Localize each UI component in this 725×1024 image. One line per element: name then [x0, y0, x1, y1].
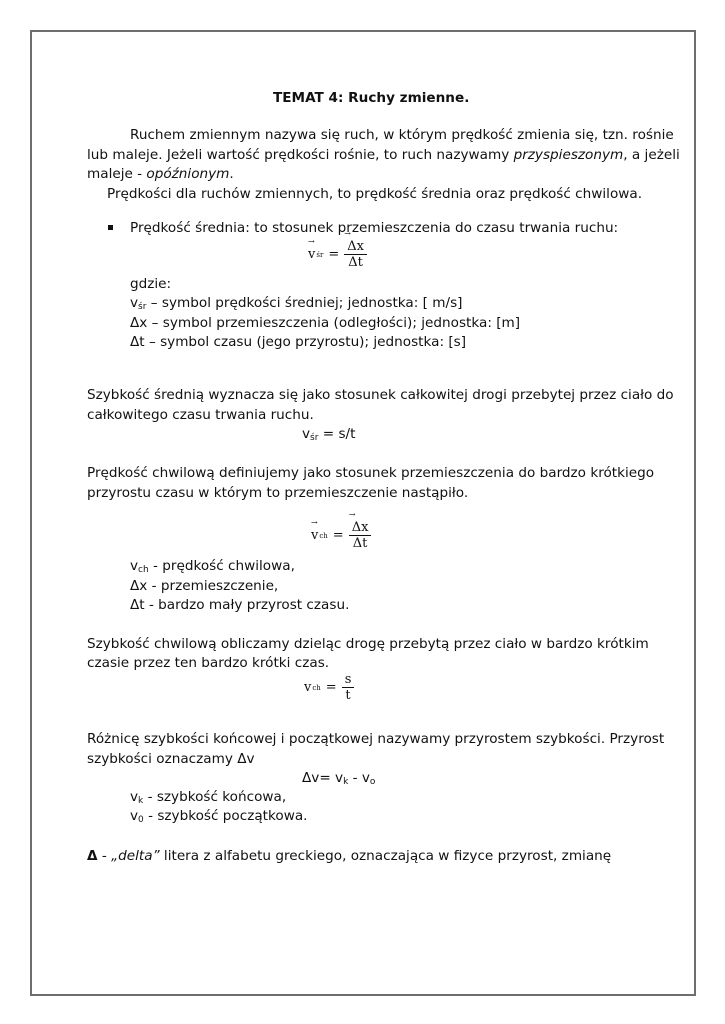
definition-text: - szybkość końcowa,	[143, 789, 287, 805]
intro-text: maleje -	[87, 166, 147, 182]
equals-sign: =	[325, 680, 337, 695]
symbol-subscript: 0	[138, 815, 144, 825]
delta-note-text: litera z alfabetu greckiego, oznaczająca w fizyce przyrost, zmianę	[159, 848, 612, 864]
page-title: TEMAT 4: Ruchy zmienne.	[273, 90, 470, 106]
intro-line-1: Ruchem zmiennym nazywa się ruch, w którym prędkość zmienia się, tzn. rośnie	[130, 127, 674, 143]
intro-emphasis: opóźnionym	[146, 166, 230, 182]
inst-velocity-line-2: przyrostu czasu w którym to przemieszczenie nastąpiło.	[87, 485, 469, 501]
symbol-subscript: śr	[310, 433, 319, 443]
avg-velocity-def-3: Δt – symbol czasu (jego przyrostu); jednostka: [s]	[130, 334, 467, 350]
speed-increase-formula	[302, 768, 375, 788]
avg-velocity-bullet-text: Prędkość średnia: to stosunek przemieszczenia do czasu trwania ruchu:	[130, 220, 619, 236]
formula-subscript: śr	[316, 250, 324, 259]
intro-text: lub maleje. Jeżeli wartość prędkości rośnie, to ruch nazywamy	[87, 147, 514, 163]
equals-sign: =	[328, 247, 340, 262]
symbol-v: v	[130, 808, 139, 824]
symbol-subscript: k	[138, 796, 144, 806]
inst-speed-formula	[304, 672, 354, 703]
fraction-denominator: Δt	[348, 255, 363, 270]
formula-subscript: ch	[319, 531, 328, 540]
symbol-v: v	[130, 789, 139, 805]
symbol-v: v	[302, 426, 311, 442]
formula-text: - v	[348, 770, 370, 786]
symbol-v: v	[130, 558, 139, 574]
avg-velocity-def-1	[130, 293, 462, 313]
intro-line-2	[87, 145, 680, 165]
symbol-subscript: k	[343, 777, 349, 787]
definition-text: - szybkość początkowa.	[143, 808, 308, 824]
fraction-denominator: Δt	[352, 536, 368, 551]
intro-emphasis: przyspieszonym	[513, 147, 624, 163]
avg-speed-formula	[302, 424, 355, 444]
avg-speed-line-2: całkowitego czasu trwania ruchu.	[87, 407, 314, 423]
avg-speed-line-1: Szybkość średnią wyznacza się jako stosunek całkowitej drogi przebytej przez ciało do	[87, 387, 674, 403]
speed-increase-def-2	[130, 806, 308, 826]
delta-symbol: Δ	[87, 848, 98, 864]
fraction	[342, 672, 355, 703]
inst-velocity-def-2: Δx - przemieszczenie,	[130, 578, 279, 594]
avg-velocity-formula	[308, 239, 367, 270]
intro-line-4: Prędkości dla ruchów zmiennych, to prędkość średnia oraz prędkość chwilowa.	[107, 186, 643, 202]
definition-text: - prędkość chwilowa,	[148, 558, 295, 574]
symbol-v: v	[130, 295, 139, 311]
fraction-denominator: t	[345, 688, 351, 703]
inst-speed-line-2: czasie przez ten bardzo krótki czas.	[87, 655, 330, 671]
bullet-icon	[108, 225, 113, 230]
symbol-subscript: o	[369, 777, 376, 787]
delta-separator: -	[97, 848, 112, 864]
inst-speed-line-1: Szybkość chwilową obliczamy dzieląc drogę przebytą przez ciało w bardzo krótkim	[87, 636, 649, 652]
fraction-numerator: → Δx	[349, 520, 372, 536]
vector-v: → v	[311, 528, 318, 543]
intro-line-3	[87, 164, 234, 184]
fraction	[344, 239, 367, 270]
speed-increase-def-1	[130, 787, 286, 807]
inst-velocity-def-3: Δt - bardzo mały przyrost czasu.	[130, 597, 350, 613]
definition-text: – symbol prędkości średniej; jednostka: [ m/s]	[146, 295, 463, 311]
delta-note	[87, 846, 611, 866]
formula-subscript: ch	[312, 683, 321, 692]
vector-v: → v	[308, 247, 315, 262]
inst-velocity-formula	[311, 520, 371, 551]
inst-velocity-def-1	[130, 556, 295, 576]
fraction-numerator: s	[342, 672, 355, 688]
speed-increase-line-1: Różnicę szybkości końcowej i początkowej nazywamy przyrostem szybkości. Przyrost	[87, 731, 665, 747]
formula-text: Δv= v	[302, 770, 344, 786]
avg-velocity-def-2: Δx – symbol przemieszczenia (odległości); jednostka: [m]	[130, 315, 521, 331]
symbol-subscript: ch	[138, 565, 149, 575]
speed-increase-line-2: szybkości oznaczamy Δv	[87, 751, 255, 767]
symbol-subscript: śr	[138, 302, 147, 312]
symbol-v: v	[304, 680, 312, 695]
equals-sign: =	[332, 528, 344, 543]
fraction-numerator: → Δx	[344, 239, 367, 255]
where-label: gdzie:	[130, 276, 172, 292]
formula-text: = s/t	[318, 426, 356, 442]
inst-velocity-line-1: Prędkość chwilową definiujemy jako stosunek przemieszczenia do bardzo krótkiego	[87, 465, 655, 481]
delta-quote: „delta”	[111, 848, 160, 864]
intro-text: .	[229, 166, 234, 182]
fraction	[349, 520, 372, 551]
intro-text: , a jeżeli	[623, 147, 680, 163]
